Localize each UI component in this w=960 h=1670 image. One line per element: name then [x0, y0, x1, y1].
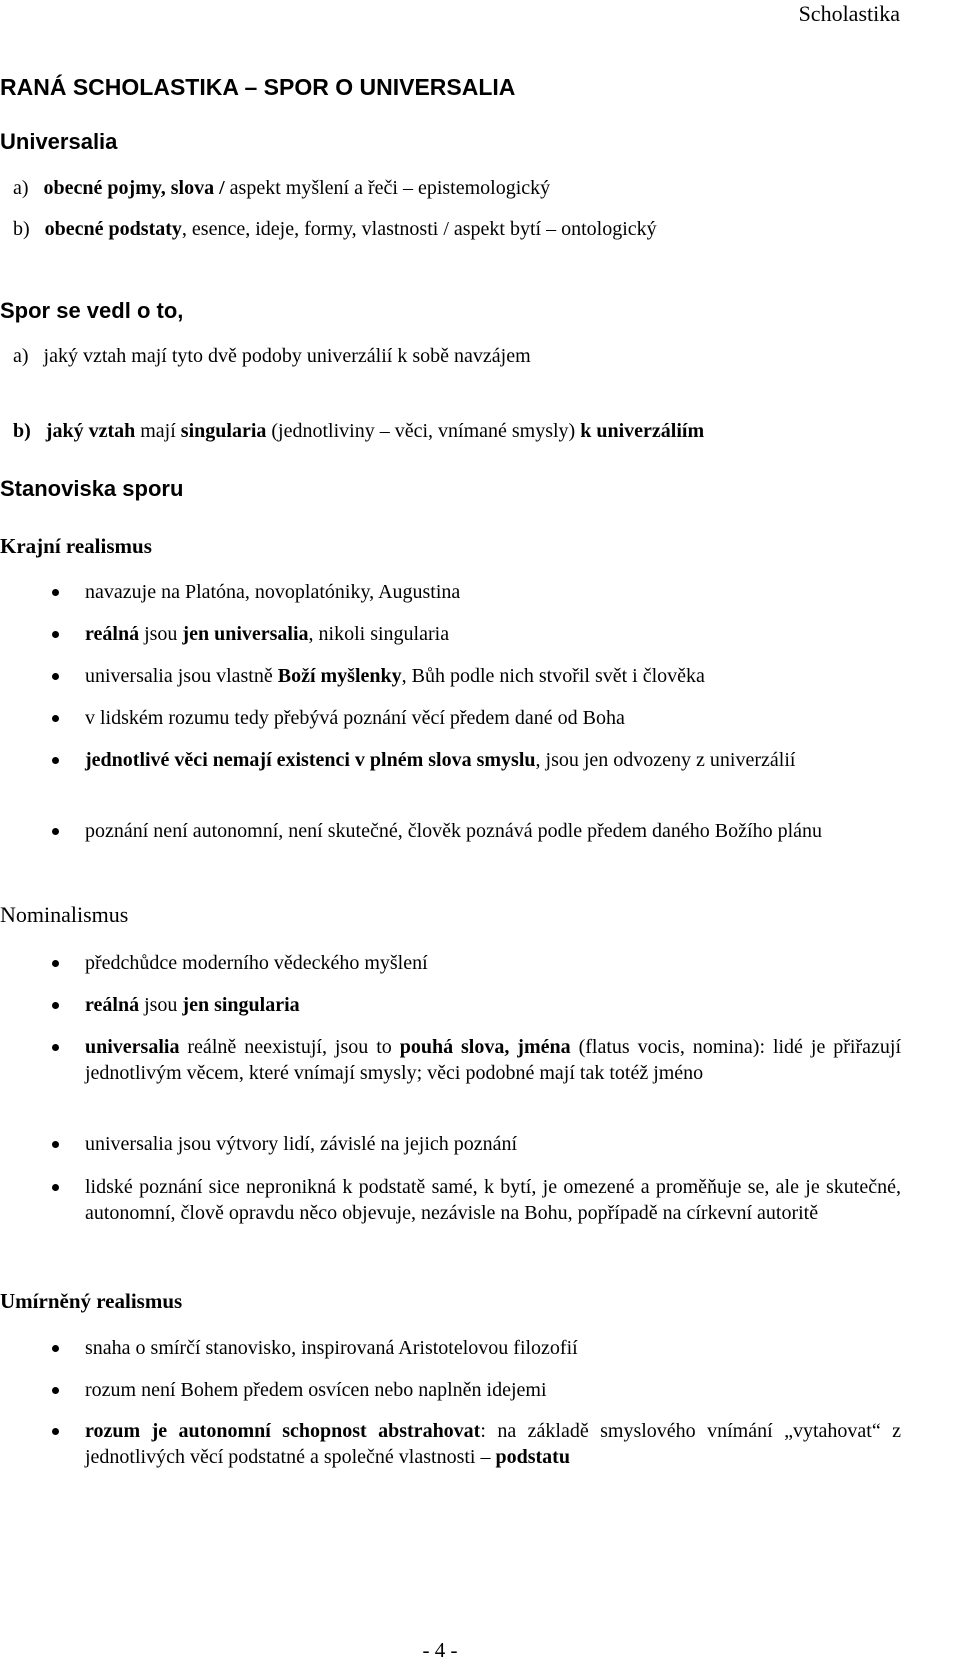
plain-text: mají: [135, 420, 181, 442]
krajni-item-2: reálná jsou jen universalia, nikoli singularia: [85, 621, 901, 647]
page-number: - 4 -: [422, 1638, 458, 1662]
nominalismus-item-3: universalia reálně neexistují, jsou to pouhá slova, jména (flatus vocis, nomina): lidé je přiřazují jednotlivým věcem, které vnímají smysly; věci podobné mají tak totéž jméno: [85, 1036, 902, 1084]
nominalismus-item-1: předchůdce moderního vědeckého myšlení: [85, 950, 901, 976]
list-marker: a): [13, 177, 29, 199]
universalia-heading: Universalia: [0, 129, 118, 154]
document-title: RANÁ SCHOLASTIKA – SPOR O UNIVERSALIA: [0, 74, 516, 100]
nominalismus-item-4: universalia jsou výtvory lidí, závislé na jejich poznání: [85, 1131, 901, 1157]
plain-text: (jednotliviny – věci, vnímané smysly): [266, 420, 581, 442]
umirneny-item-3: rozum je autonomní schopnost abstrahovat: na základě smyslového vnímání „vytahovat“ z jednotlivých věcí podstatné a společné vlastnosti – podstatu: [85, 1420, 901, 1468]
krajni-realismus-heading: Krajní realismus: [0, 534, 152, 558]
spor-heading: Spor se vedl o to,: [0, 298, 184, 323]
krajni-item-6: poznání není autonomní, není skutečné, člověk poznává podle předem daného Božího plánu: [85, 818, 901, 844]
krajni-item-3: universalia jsou vlastně Boží myšlenky, Bůh podle nich stvořil svět i člověka: [85, 663, 901, 689]
list-marker: b): [13, 420, 31, 442]
krajni-item-4: v lidském rozumu tedy přebývá poznání věcí předem dané od Boha: [85, 705, 901, 731]
bold-text: k univerzáliím: [580, 420, 705, 442]
nominalismus-item-2: reálná jsou jen singularia: [85, 992, 901, 1018]
umirneny-item-2: rozum není Bohem předem osvícen nebo naplněn idejemi: [85, 1377, 901, 1403]
krajni-item-5: jednotlivé věci nemají existenci v plném slova smyslu, jsou jen odvozeny z univerzálií: [85, 747, 901, 773]
bold-text: obecné podstaty: [44, 218, 182, 240]
list-marker: b): [13, 218, 30, 240]
krajni-item-1: navazuje na Platóna, novoplatóniky, Augustina: [85, 579, 901, 605]
spor-item-b: [13, 418, 704, 444]
bold-text: singularia: [180, 420, 267, 442]
list-marker: a): [13, 345, 29, 367]
plain-text: , esence, ideje, formy, vlastnosti / aspekt bytí – ontologický: [181, 218, 657, 240]
stanoviska-heading: Stanoviska sporu: [0, 476, 184, 501]
plain-text: aspekt myšlení a řeči – epistemologický: [224, 177, 551, 199]
bold-text: jaký vztah: [45, 420, 136, 442]
umirneny-item-1: snaha o smírčí stanovisko, inspirovaná Aristotelovou filozofií: [85, 1335, 901, 1361]
nominalismus-heading: Nominalismus: [0, 902, 129, 927]
spor-item-a: [13, 343, 531, 369]
plain-text: jaký vztah mají tyto dvě podoby univerzálií k sobě navzájem: [43, 345, 531, 367]
bold-text: obecné pojmy, slova /: [43, 177, 225, 199]
universalia-item-a: [13, 175, 550, 201]
umirneny-realismus-heading: Umírněný realismus: [0, 1289, 183, 1313]
universalia-item-b: [13, 216, 657, 242]
running-header: Scholastika: [798, 1, 900, 26]
nominalismus-item-5: lidské poznání sice nepronikná k podstatě samé, k bytí, je omezené a proměňuje se, ale je skutečné, autonomní, člově opravdu něco objevuje, nezávisle na Bohu, popřípadě na církevní autoritě: [85, 1176, 901, 1224]
